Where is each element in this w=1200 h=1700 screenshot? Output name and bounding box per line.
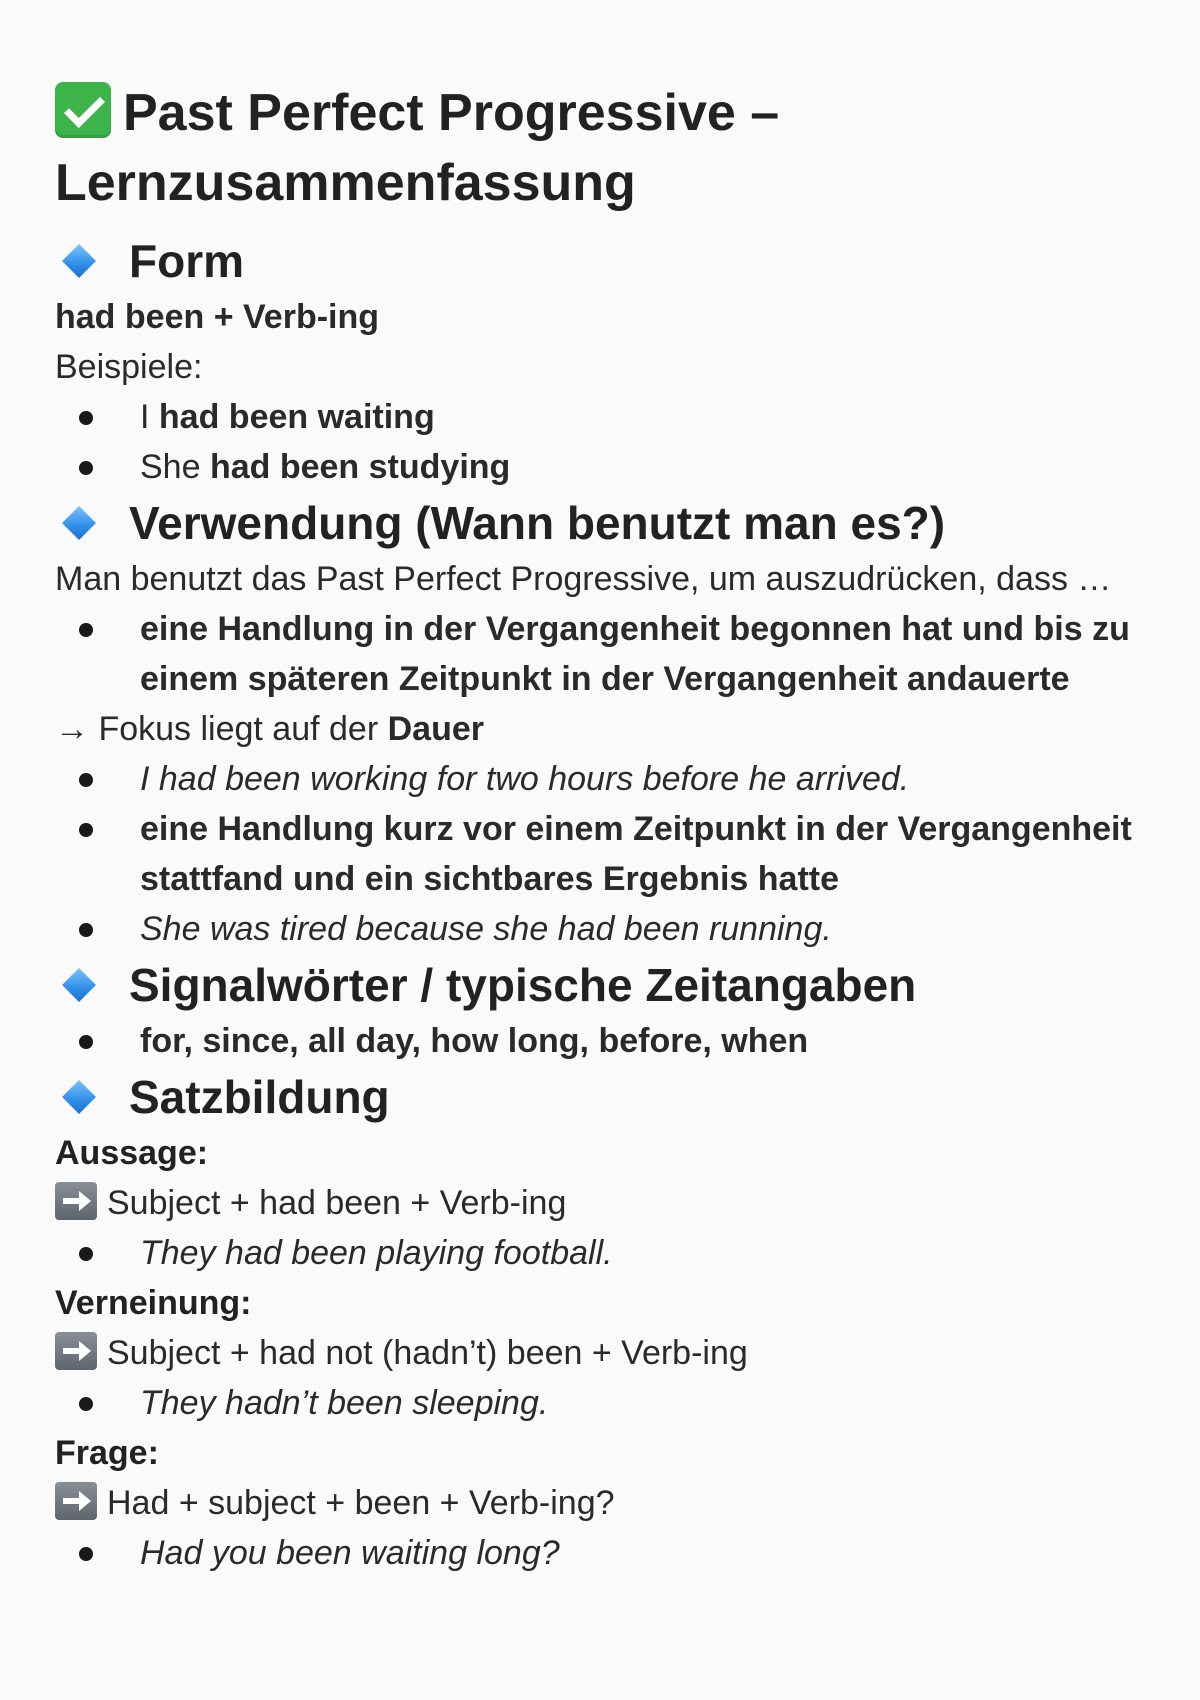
bullet-icon bbox=[79, 461, 93, 475]
example-bold: had been waiting bbox=[158, 398, 435, 436]
section-heading-form bbox=[55, 230, 1144, 292]
form-formula: had been + Verb-ing bbox=[55, 298, 380, 336]
negation-example-list bbox=[55, 1378, 1144, 1428]
list-item bbox=[55, 1378, 1144, 1428]
bullet-icon bbox=[79, 1035, 93, 1049]
negation-formula bbox=[55, 1328, 1144, 1378]
section-heading-usage bbox=[55, 492, 1144, 554]
right-arrow-icon bbox=[55, 1482, 97, 1520]
list-item bbox=[55, 442, 1144, 492]
formula-text: Subject + had been + Verb-ing bbox=[107, 1184, 567, 1222]
bullet-icon bbox=[79, 411, 93, 425]
signal-list bbox=[55, 1016, 1144, 1066]
bullet-icon bbox=[79, 623, 93, 637]
signal-words-text: for, since, all day, how long, before, when bbox=[140, 1022, 809, 1060]
page-title-text: Past Perfect Progressive – Lernzusammenfassung bbox=[55, 84, 780, 212]
negation-label: Verneinung: bbox=[55, 1284, 252, 1322]
list-item bbox=[55, 604, 1144, 704]
focus-prefix: → Fokus liegt auf der bbox=[55, 710, 388, 748]
usage-point-text: eine Handlung kurz vor einem Zeitpunkt in der Vergangenheit stattfand und ein sichtbares Ergebnis hatte bbox=[140, 810, 1132, 898]
statement-formula bbox=[55, 1178, 1144, 1228]
example-prefix: She bbox=[140, 448, 210, 486]
list-item bbox=[55, 754, 1144, 804]
usage-focus bbox=[55, 704, 1144, 754]
section-heading-signals bbox=[55, 954, 1144, 1016]
section-heading-text: Verwendung (Wann benutzt man es?) bbox=[129, 497, 946, 549]
right-arrow-icon bbox=[55, 1332, 97, 1370]
blue-diamond-icon bbox=[62, 968, 96, 1002]
question-formula bbox=[55, 1478, 1144, 1528]
usage-example-text: I had been working for two hours before he arrived. bbox=[140, 760, 910, 798]
bullet-icon bbox=[79, 823, 93, 837]
usage-intro: Man benutzt das Past Perfect Progressive, um auszudrücken, dass … bbox=[55, 560, 1112, 598]
check-mark-icon bbox=[55, 82, 111, 138]
right-arrow-icon bbox=[55, 1182, 97, 1220]
example-text: Had you been waiting long? bbox=[140, 1534, 560, 1572]
page-title bbox=[55, 78, 1144, 218]
question-example-list bbox=[55, 1528, 1144, 1578]
section-heading-text: Satzbildung bbox=[129, 1071, 390, 1123]
example-text: They hadn’t been sleeping. bbox=[140, 1384, 549, 1422]
bullet-icon bbox=[79, 1247, 93, 1261]
list-item bbox=[55, 904, 1144, 954]
example-bold: had been studying bbox=[209, 448, 511, 486]
list-item bbox=[55, 392, 1144, 442]
list-item bbox=[55, 804, 1144, 904]
bullet-icon bbox=[79, 923, 93, 937]
blue-diamond-icon bbox=[62, 244, 96, 278]
section-heading-sentences bbox=[55, 1066, 1144, 1128]
usage-example-text: She was tired because she had been running. bbox=[140, 910, 832, 948]
usage-list-1 bbox=[55, 604, 1144, 704]
section-heading-text: Signalwörter / typische Zeitangaben bbox=[129, 959, 917, 1011]
statement-example-list bbox=[55, 1228, 1144, 1278]
bullet-icon bbox=[79, 1397, 93, 1411]
usage-point-text: eine Handlung in der Vergangenheit begonnen hat und bis zu einem späteren Zeitpunkt in der Vergangenheit andauerte bbox=[140, 610, 1130, 698]
formula-text: Subject + had not (hadn’t) been + Verb-ing bbox=[107, 1334, 748, 1372]
formula-text: Had + subject + been + Verb-ing? bbox=[107, 1484, 615, 1522]
question-label: Frage: bbox=[55, 1434, 159, 1472]
usage-list-2 bbox=[55, 754, 1144, 954]
examples-label: Beispiele: bbox=[55, 348, 203, 386]
example-prefix: I bbox=[140, 398, 159, 436]
example-text: They had been playing football. bbox=[140, 1234, 613, 1272]
blue-diamond-icon bbox=[62, 1080, 96, 1114]
list-item bbox=[55, 1016, 1144, 1066]
bullet-icon bbox=[79, 1547, 93, 1561]
list-item bbox=[55, 1228, 1144, 1278]
form-example-list bbox=[55, 392, 1144, 492]
list-item bbox=[55, 1528, 1144, 1578]
section-heading-text: Form bbox=[129, 235, 244, 287]
statement-label: Aussage: bbox=[55, 1134, 209, 1172]
blue-diamond-icon bbox=[62, 506, 96, 540]
focus-bold: Dauer bbox=[387, 710, 484, 748]
bullet-icon bbox=[79, 773, 93, 787]
